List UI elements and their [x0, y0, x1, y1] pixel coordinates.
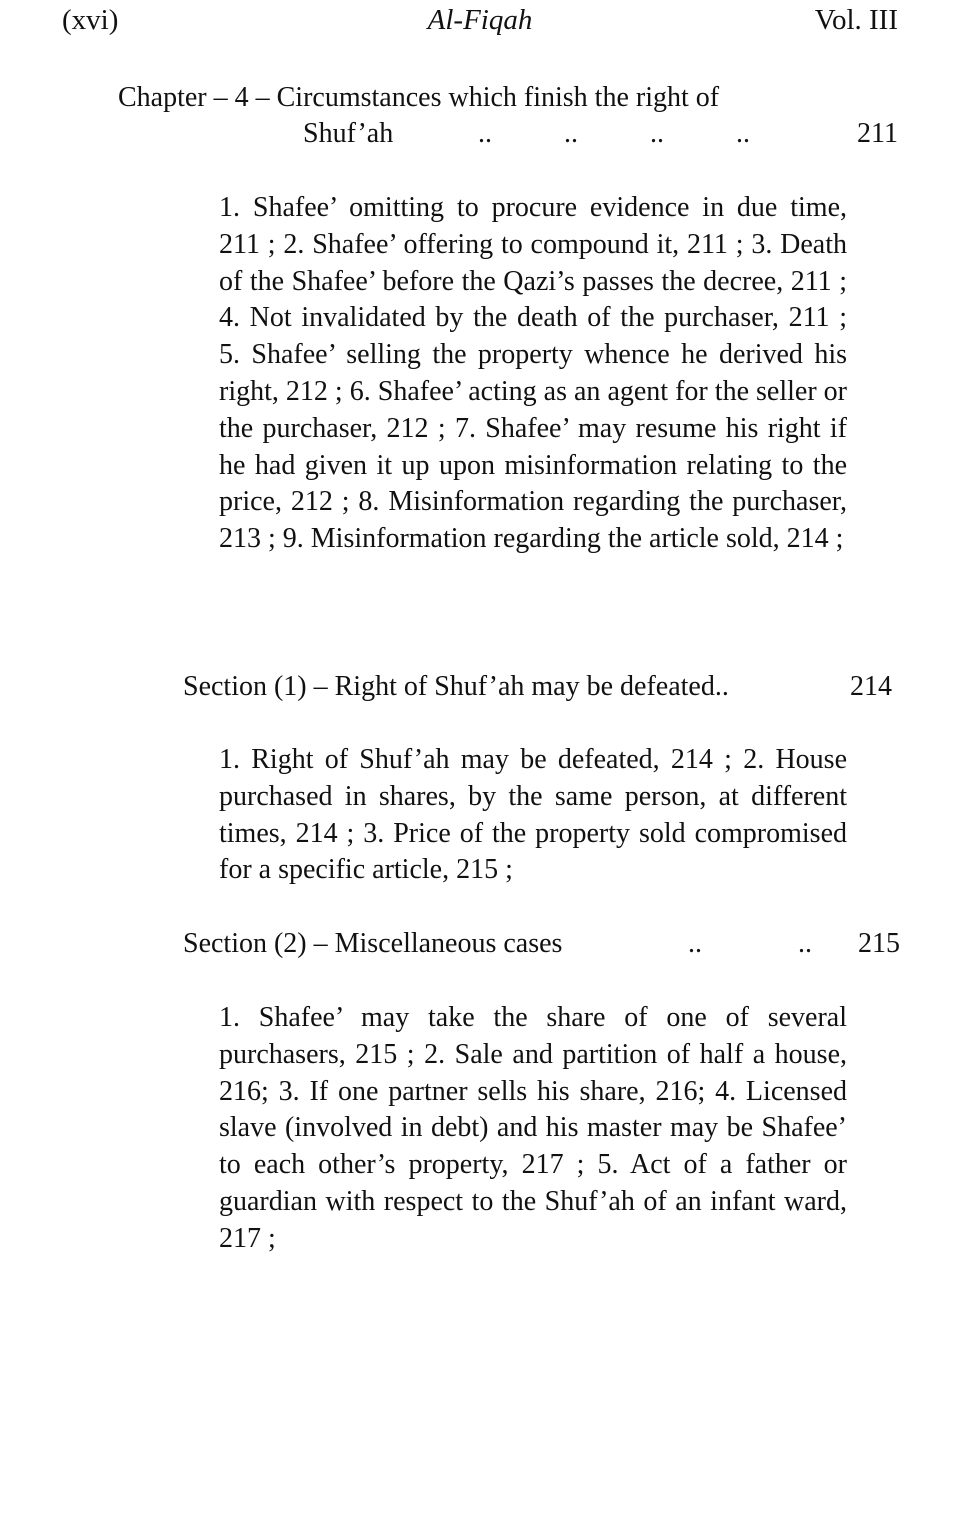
- section-page-number: 215: [858, 928, 900, 959]
- chapter-page-number: 211: [857, 118, 898, 149]
- chapter-title-continued: [118, 116, 900, 152]
- page-header: [62, 4, 898, 44]
- book-title: Al-Fiqah: [427, 4, 533, 36]
- page-number-roman: (xvi): [62, 4, 119, 36]
- section-summary-1: 1. Right of Shuf’ah may be defeated, 214 ; 2. House purchased in shares, by the same person, at different times, 214 ; 3. Price of the property sold compromised for a specific article, 215 ;: [219, 744, 847, 886]
- chapter-entry: [118, 80, 900, 152]
- section-leader-dots: .. ..: [688, 928, 812, 959]
- section-title: Section (2) – Miscellaneous cases: [183, 928, 563, 959]
- chapter-leader-dots: .. .. .. ..: [478, 118, 750, 149]
- section-page-number: 214: [850, 671, 892, 702]
- section-entry-1: [183, 669, 900, 705]
- section-entry-2: [183, 926, 900, 962]
- chapter-title: Chapter – 4 – Circumstances which finish the right of: [118, 82, 720, 113]
- chapter-summary: 1. Shafee’ omitting to procure evidence in due time, 211 ; 2. Shafee’ offering to compound it, 211 ; 3. Death of the Shafee’ before the Qazi’s passes the decree, 211 ; 4. Not invalidated by the death of the purchaser, 211 ; 5. Shafee’ selling the property whence he derived his right, 212 ; 6. Shafee’ acting as an agent for the seller or the purchaser, 212 ; 7. Shafee’ may resume his right if he had given it up upon misinformation relating to the price, 212 ; 8. Misinformation regarding the purchaser, 213 ; 9. Misinformation regarding the article sold, 214 ;: [219, 192, 847, 555]
- chapter-title-line2: Shuf’ah: [303, 118, 394, 149]
- volume-label: Vol. III: [814, 4, 898, 36]
- section-summary-2: 1. Shafee’ may take the share of one of several purchasers, 215 ; 2. Sale and partition of half a house, 216; 3. If one partner sells his share, 216; 4. Licensed slave (involved in debt) and his master may be Shafee’ to each other’s property, 217 ; 5. Act of a father or guardian with respect to the Shuf’ah of an infant ward, 217 ;: [219, 1002, 847, 1254]
- section-title: Section (1) – Right of Shuf’ah may be defeated..: [183, 671, 729, 702]
